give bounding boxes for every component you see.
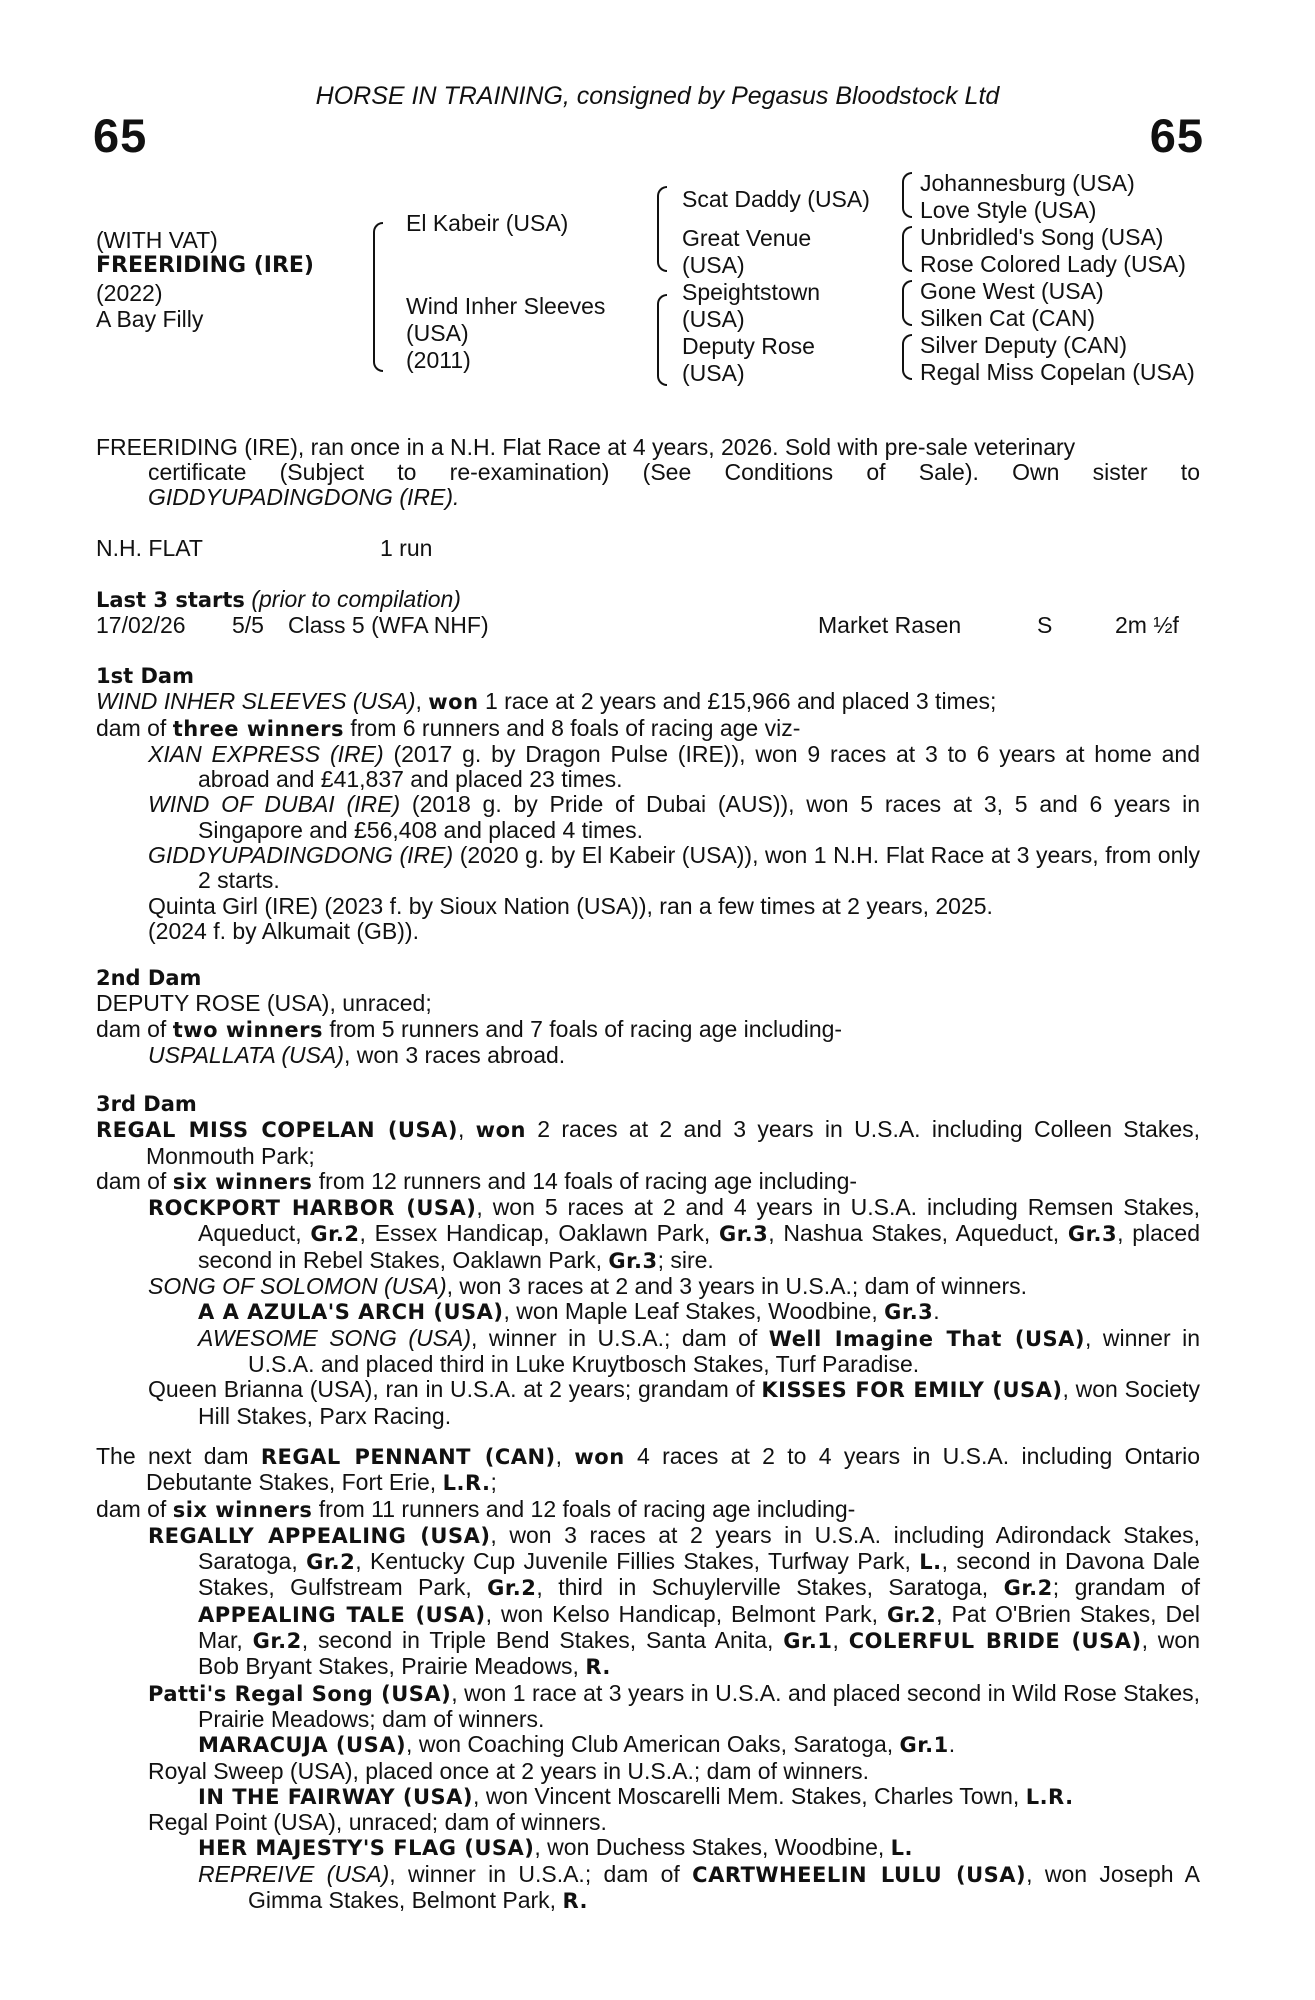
first-dam-section: 1st Dam WIND INHER SLEEVES (USA), won 1 race at 2 years and £15,966 and placed 3 times; dam of three winners from 6 runners and 8 foals of racing age viz- XIAN EXPRESS (IRE) (2017 g. by Dragon Pulse (IRE)), won 9 races at 3 to 6 years at home and abroad and £41,837 and placed 23 times. WIND OF DUBAI (IRE) (2018 g. by Pride of Dubai (AUS)), won 5 races at 3, 5 and 6 years in Singapore and £56,408 and placed 4 times. GIDDYUPADINGDONG (IRE) (2020 g. by El Kabeir (USA)), won 1 N.H. Flat Race at 3 years, from only 2 starts. Quinta Girl (IRE) (2023 f. by Sioux Nation (USA)), ran a few times at 2 years, 2025. (2024 f. by Alkumait (GB)). (96, 664, 1201, 944)
produce-item: Patti's Regal Song (USA), won 1 race at 3 years in U.S.A. and placed second in Wild Rose Stakes, Prairie Meadows; dam of winners. (148, 1679, 1200, 1732)
third-dam-section: 3rd Dam REGAL MISS COPELAN (USA), won 2 races at 2 and 3 years in U.S.A. including Colleen Stakes, Monmouth Park; dam of six winners from 12 runners and 14 foals of racing age including- ROCKPORT HARBOR (USA), won 5 races at 2 and 4 years in U.S.A. including Remsen Stakes, Aqueduct, Gr.2, Essex Handicap, Oaklawn Park, Gr.3, Nashua Stakes, Aqueduct, Gr.3, placed second in Rebel Stakes, Oaklawn Park, Gr.3; sire. SONG OF SOLOMON (USA), won 3 races at 2 and 3 years in U.S.A.; dam of winners. A A AZULA'S ARCH (USA), won Maple Leaf Stakes, Woodbine, Gr.3. AWESOME SONG (USA), winner in U.S.A.; dam of Well Imagine That (USA), winner in U.S.A. and placed third in Luke Kruytbosch Stakes, Turf Paradise. Queen Brianna (USA), ran in U.S.A. at 2 years; grandam of KISSES FOR EMILY (USA), won Society Hill Stakes, Parx Racing. (96, 1092, 1201, 1429)
start-date: 17/02/26 (96, 612, 186, 638)
next-dam-line: dam of six winners from 11 runners and 12 foals of racing age including- (96, 1495, 856, 1522)
brace (657, 294, 667, 386)
lot-number-left: 65 (93, 109, 148, 162)
record-label: N.H. FLAT (96, 535, 203, 561)
brace (902, 334, 912, 380)
intro-sister: GIDDYUPADINGDONG (IRE). (148, 484, 460, 510)
first-dam-line: WIND INHER SLEEVES (USA), won 1 race at 2 years and £15,966 and placed 3 times; (96, 688, 997, 715)
horse-name: FREERIDING (IRE) (96, 253, 314, 278)
brace (902, 226, 912, 272)
pedigree-sire-dam: Great Venue (USA) (682, 225, 812, 278)
pedigree-dam-sire: Speightstown (USA) (682, 279, 821, 332)
produce-item: Queen Brianna (USA), ran in U.S.A. at 2 years; grandam of KISSES FOR EMILY (USA), won Society Hill Stakes, Parx Racing. (148, 1376, 1200, 1429)
start-course: Market Rasen (818, 612, 962, 638)
page-header: HORSE IN TRAINING, consigned by Pegasus Bloodstock Ltd (315, 82, 1000, 110)
horse-year: (2022) (96, 280, 163, 306)
second-dam-line: dam of two winners from 5 runners and 7 foals of racing age including- (96, 1015, 843, 1042)
record-value: 1 run (380, 535, 433, 561)
brace (657, 186, 667, 272)
brace (902, 280, 912, 326)
pedigree-gg-6: Silken Cat (CAN) (920, 305, 1096, 331)
intro-line: FREERIDING (IRE), ran once in a N.H. Flat Race at 4 years, 2026. Sold with pre-sale veterinary (96, 434, 1076, 460)
start-going: S (1037, 612, 1053, 638)
pedigree-gg-1: Johannesburg (USA) (920, 170, 1135, 196)
next-dam-line: The next dam REGAL PENNANT (CAN), won 4 races at 2 to 4 years in U.S.A. including Ontario Debutante Stakes, Fort Erie, L.R.; (96, 1443, 1201, 1496)
pedigree-gg-2: Love Style (USA) (920, 197, 1097, 223)
start-race: Class 5 (WFA NHF) (288, 612, 489, 638)
produce-item: REPREIVE (USA), winner in U.S.A.; dam of CARTWHEELIN LULU (USA), won Joseph A Gimma Stakes, Belmont Park, R. (198, 1860, 1200, 1914)
third-dam-line: REGAL MISS COPELAN (USA), won 2 races at 2 and 3 years in U.S.A. including Colleen Stakes, Monmouth Park; (96, 1116, 1201, 1169)
horse-description: A Bay Filly (96, 306, 204, 332)
pedigree-dam-dam: Deputy Rose (USA) (682, 333, 815, 386)
start-distance: 2m ½f (1115, 612, 1179, 638)
pedigree-gg-3: Unbridled's Song (USA) (920, 224, 1164, 250)
third-dam-line: dam of six winners from 12 runners and 14 foals of racing age including- (96, 1167, 858, 1194)
produce-item: Regal Point (USA), unraced; dam of winners. (148, 1809, 607, 1836)
pedigree-gg-7: Silver Deputy (CAN) (920, 332, 1128, 358)
produce-item: AWESOME SONG (USA), winner in U.S.A.; dam of Well Imagine That (USA), winner in U.S.A. and placed third in Luke Kruytbosch Stakes, Turf Paradise. (198, 1324, 1201, 1377)
produce-item: (2024 f. by Alkumait (GB)). (148, 917, 419, 944)
pedigree-sire: El Kabeir (USA) (406, 210, 569, 236)
produce-item: USPALLATA (USA), won 3 races abroad. (148, 1041, 566, 1068)
last-starts-title: Last 3 starts (prior to compilation) (96, 586, 461, 612)
produce-item: REGALLY APPEALING (USA), won 3 races at 2 years in U.S.A. including Adirondack Stakes, Saratoga, Gr.2, Kentucky Cup Juvenile Fillies Stakes, Turfway Park, L., second in Davona Dale Stakes, Gulfstream Park, Gr.2, third in Schuylerville Stakes, Saratoga, Gr.2; grandam of APPEALING TALE (USA), won Kelso Handicap, Belmont Park, Gr.2, Pat O'Brien Stakes, Del Mar, Gr.2, second in Triple Bend Stakes, Santa Anita, Gr.1, COLERFUL BRIDE (USA), won Bob Bryant Stakes, Prairie Meadows, R. (148, 1521, 1201, 1680)
produce-item: IN THE FAIRWAY (USA), won Vincent Moscarelli Mem. Stakes, Charles Town, L.R. (198, 1782, 1074, 1809)
start-position: 5/5 (232, 612, 264, 638)
pedigree-sire-sire: Scat Daddy (USA) (682, 186, 870, 212)
produce-item: HER MAJESTY'S FLAG (USA), won Duchess Stakes, Woodbine, L. (198, 1834, 914, 1861)
pedigree-gg-5: Gone West (USA) (920, 278, 1104, 304)
first-dam-line: dam of three winners from 6 runners and 8 foals of racing age viz- (96, 714, 801, 741)
intro-line: certificate (Subject to re-examination) (See Conditions of Sale). Own sister to (148, 459, 1200, 485)
pedigree-dam: Wind Inher Sleeves (USA) (2011) (406, 293, 606, 373)
produce-item: ROCKPORT HARBOR (USA), won 5 races at 2 and 4 years in U.S.A. including Remsen Stakes, Aqueduct, Gr.2, Essex Handicap, Oaklawn Park, Gr.3, Nashua Stakes, Aqueduct, Gr.3, placed second in Rebel Stakes, Oaklawn Park, Gr.3; sire. (148, 1194, 1200, 1273)
produce-item: GIDDYUPADINGDONG (IRE) (2020 g. by El Kabeir (USA)), won 1 N.H. Flat Race at 3 years, from only 2 starts. (148, 842, 1200, 894)
produce-item: Royal Sweep (USA), placed once at 2 years in U.S.A.; dam of winners. (148, 1757, 869, 1784)
brace (373, 222, 383, 372)
brace (902, 172, 912, 218)
second-dam-line: DEPUTY ROSE (USA), unraced; (96, 990, 432, 1017)
second-dam-section: 2nd Dam DEPUTY ROSE (USA), unraced; dam of two winners from 5 runners and 7 foals of racing age including- USPALLATA (USA), won 3 races abroad. (96, 965, 1200, 1068)
produce-item: WIND OF DUBAI (IRE) (2018 g. by Pride of Dubai (AUS)), won 5 races at 3, 5 and 6 years in Singapore and £56,408 and placed 4 times. (148, 791, 1201, 843)
produce-item: XIAN EXPRESS (IRE) (2017 g. by Dragon Pulse (IRE)), won 9 races at 3 to 6 years at home and abroad and £41,837 and placed 23 times. (148, 740, 1200, 793)
produce-item: A A AZULA'S ARCH (USA), won Maple Leaf Stakes, Woodbine, Gr.3. (198, 1298, 940, 1325)
vat-label: (WITH VAT) (96, 227, 218, 253)
next-dam-section (96, 1444, 1200, 1914)
pedigree-gg-8: Regal Miss Copelan (USA) (920, 359, 1195, 385)
lot-number-right: 65 (1149, 109, 1204, 162)
produce-item: MARACUJA (USA), won Coaching Club American Oaks, Saratoga, Gr.1. (198, 1731, 956, 1758)
produce-item: SONG OF SOLOMON (USA), won 3 races at 2 and 3 years in U.S.A.; dam of winners. (148, 1273, 1027, 1300)
pedigree-gg-4: Rose Colored Lady (USA) (920, 251, 1186, 277)
produce-item: Quinta Girl (IRE) (2023 f. by Sioux Nation (USA)), ran a few times at 2 years, 2025. (148, 892, 993, 919)
